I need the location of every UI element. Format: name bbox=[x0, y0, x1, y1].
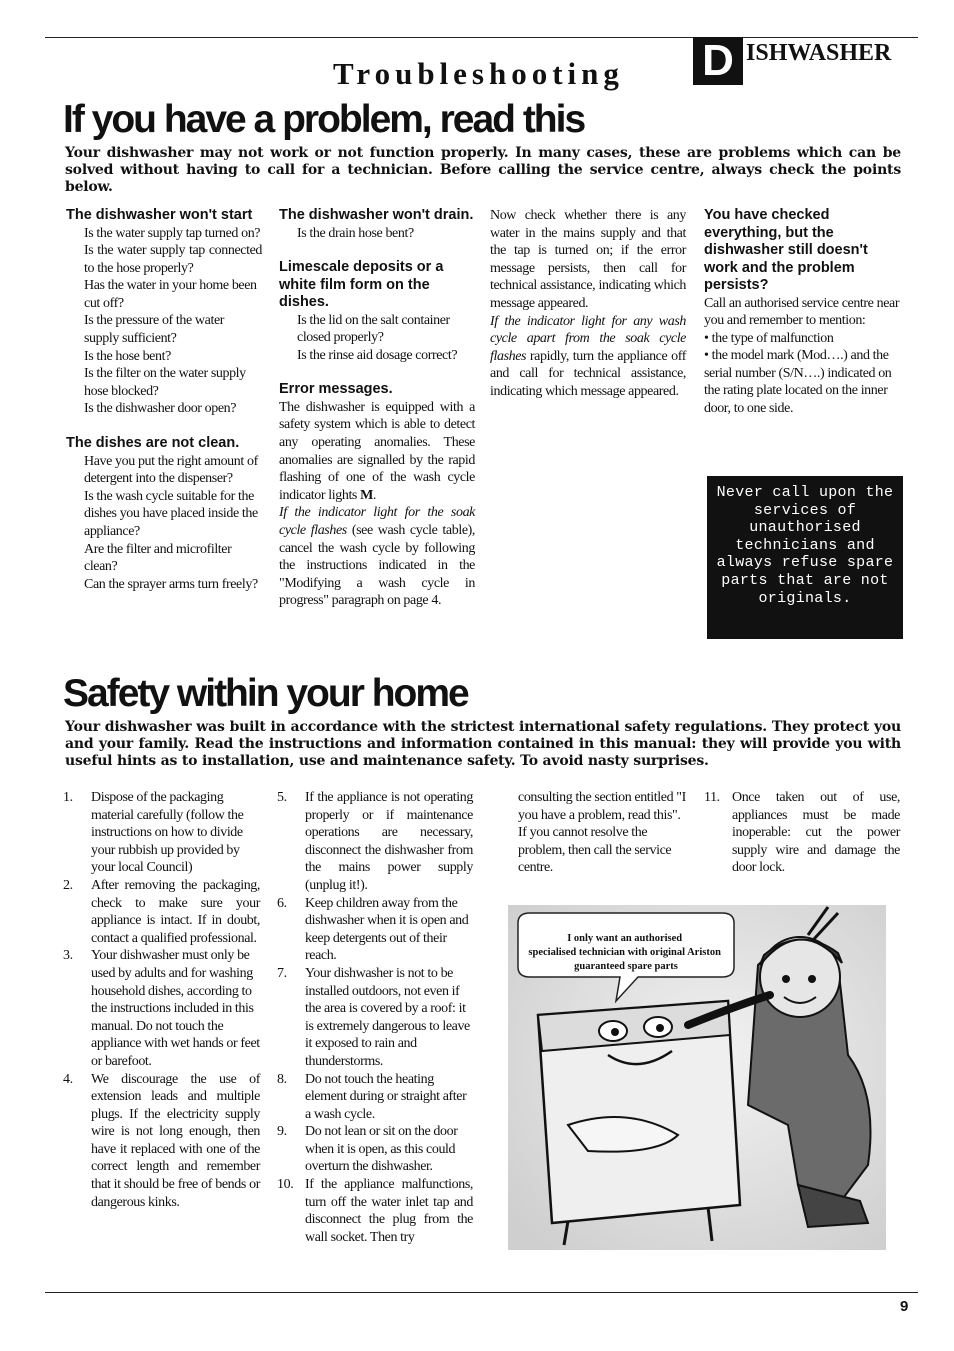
list-item: Have you put the right amount of detergent into the dispenser? bbox=[84, 453, 258, 487]
safety-list-col-4 bbox=[704, 789, 900, 877]
list-item: Is the lid on the salt container closed properly? bbox=[297, 312, 450, 346]
safety-item: 4. We discourage the use of extension leads and multiple plugs. If the electricity supply wire is not long enough, then have it replaced with one of the correct length and remember that it should be free of bends or dangerous kinks. bbox=[63, 1071, 260, 1210]
warning-box: Never call upon the services of unauthorised technicians and always refuse spare parts that are not originals. bbox=[707, 476, 903, 639]
errors-text-3: Now check whether there is any water in the mains supply and that the tap is turned on; if the error message persists, then call for technical assistance, indicating which message appeared. bbox=[490, 208, 686, 311]
list-item: Are the filter and microfilter clean? bbox=[84, 541, 232, 575]
bottom-rule bbox=[45, 1292, 918, 1293]
safety-intro: Your dishwasher was built in accordance with the strictest international safety regulations. They protect you and your family. Read the instructions and information contained in this manual: they will provide you with useful hints as to installation, use and maintenance safety. To avoid nasty surprises. bbox=[65, 719, 901, 769]
technician-illustration bbox=[508, 905, 886, 1250]
section-title: Troubleshooting bbox=[333, 56, 624, 91]
page-number: 9 bbox=[900, 1298, 909, 1315]
safety-list-col-3 bbox=[518, 789, 688, 877]
errors-text-1: The dishwasher is equipped with a safety system which is able to detect any operating anomalies. These anomalies are signalled by the rapid flashing of one of the wash cycle indicator lights M. bbox=[279, 399, 475, 503]
list-item: Is the dishwasher door open? bbox=[84, 401, 237, 417]
list-item: Is the hose bent? bbox=[84, 348, 171, 364]
list-item: Is the pressure of the water supply sufficient? bbox=[84, 313, 225, 347]
problem-intro: Your dishwasher may not work or not function properly. In many cases, these are problems which can be solved without having to call for a technician. Before calling the service centre, always check the points below. bbox=[65, 145, 901, 195]
errors-text-2: If the indicator light for the soak cycle flashes (see wash cycle table), cancel the wash cycle by following the instructions indicated in the "Modifying a wash cycle in progress" paragraph on page 4. bbox=[279, 505, 475, 609]
list-item: Can the sprayer arms turn freely? bbox=[84, 576, 258, 592]
top-rule bbox=[45, 37, 918, 38]
safety-item: 2. After removing the packaging, check to make sure your appliance is intact. If in doubt, contact a qualified professional. bbox=[63, 877, 260, 946]
errors-text-4: If the indicator light for any wash cycle apart from the soak cycle flashes rapidly, turn the appliance off and call for technical assistance, indicating which message appeared. bbox=[490, 313, 686, 399]
list-item: Is the wash cycle suitable for the dishes you have placed inside the appliance? bbox=[84, 488, 258, 539]
list-item: Has the water in your home been cut off? bbox=[84, 278, 257, 311]
safety-item: 5. If the appliance is not operating properly or if maintenance operations are necessary, disconnect the dishwasher from the mains power supply (unplug it!). bbox=[277, 790, 473, 893]
safety-list-col-1 bbox=[63, 789, 260, 1211]
brand-letter-box: D bbox=[693, 37, 743, 85]
speech-bubble-text: I only want an authorised specialised technician with original Ariston guaranteed spare parts bbox=[528, 933, 721, 972]
wont-drain-title: The dishwasher won't drain. bbox=[279, 207, 474, 223]
safety-item: 11. Once taken out of use, appliances must be made inoperable: cut the power supply wire and damage the door lock. bbox=[704, 790, 900, 876]
limescale-title: Limescale deposits or a white film form on the dishes. bbox=[279, 259, 444, 311]
safety-list-col-2 bbox=[277, 789, 473, 1246]
column-4 bbox=[704, 207, 901, 418]
errors-title: Error messages. bbox=[279, 381, 393, 398]
bullet-item: • the type of malfunction bbox=[704, 330, 834, 346]
column-3 bbox=[490, 207, 686, 401]
safety-item: 7. Your dishwasher is not to be installed outdoors, not even if the area is covered by a roof: it is extremely dangerous to leave it exposed to rain and thunderstorms. bbox=[277, 965, 470, 1069]
safety-item: 6. Keep children away from the dishwasher when it is open and keep detergents out of their reach. bbox=[277, 895, 469, 964]
bullet-item: • the model mark (Mod….) and the serial number (S/N….) indicated on the rating plate located on the inner door, to one side. bbox=[704, 348, 892, 417]
wont-start-title: The dishwasher won't start bbox=[66, 207, 253, 223]
safety-item: 10. If the appliance malfunctions, turn off the water inlet tap and disconnect the plug from the wall socket. Then try bbox=[277, 1177, 473, 1245]
list-item: Is the water supply tap connected to the hose properly? bbox=[84, 243, 262, 276]
problem-heading: If you have a problem, read this bbox=[63, 98, 585, 141]
list-item: Is the filter on the water supply hose blocked? bbox=[84, 366, 246, 399]
safety-item: 1. Dispose of the packaging material carefully (follow the instructions on how to divide your rubbish up provided by your local Council) bbox=[63, 790, 244, 876]
safety-item: 3. Your dishwasher must only be used by adults and for washing household dishes, according to the instructions included in this manual. Do not touch the appliance with wet hands or feet or barefoot. bbox=[63, 948, 260, 1069]
list-item: Is the rinse aid dosage correct? bbox=[297, 347, 458, 363]
not-clean-title: The dishes are not clean. bbox=[66, 435, 240, 452]
brand-title: ISHWASHER bbox=[746, 40, 892, 66]
column-2 bbox=[279, 207, 475, 610]
still-not-working-title: You have checked everything, but the dishwasher still doesn't work and the problem persists? bbox=[704, 207, 868, 293]
safety-item-continued: consulting the section entitled "I you have a problem, read this". If you cannot resolve the problem, then call the service centre. bbox=[518, 790, 686, 876]
column-1 bbox=[66, 207, 262, 593]
safety-item: 8. Do not touch the heating element during or straight after a wash cycle. bbox=[277, 1071, 467, 1122]
safety-item: 9. Do not lean or sit on the door when it is open, as this could overturn the dishwasher. bbox=[277, 1124, 458, 1175]
list-item: Is the drain hose bent? bbox=[297, 225, 414, 241]
safety-heading: Safety within your home bbox=[63, 672, 468, 715]
still-not-working-text: Call an authorised service centre near you and remember to mention: bbox=[704, 295, 900, 329]
list-item: Is the water supply tap turned on? bbox=[84, 225, 261, 241]
